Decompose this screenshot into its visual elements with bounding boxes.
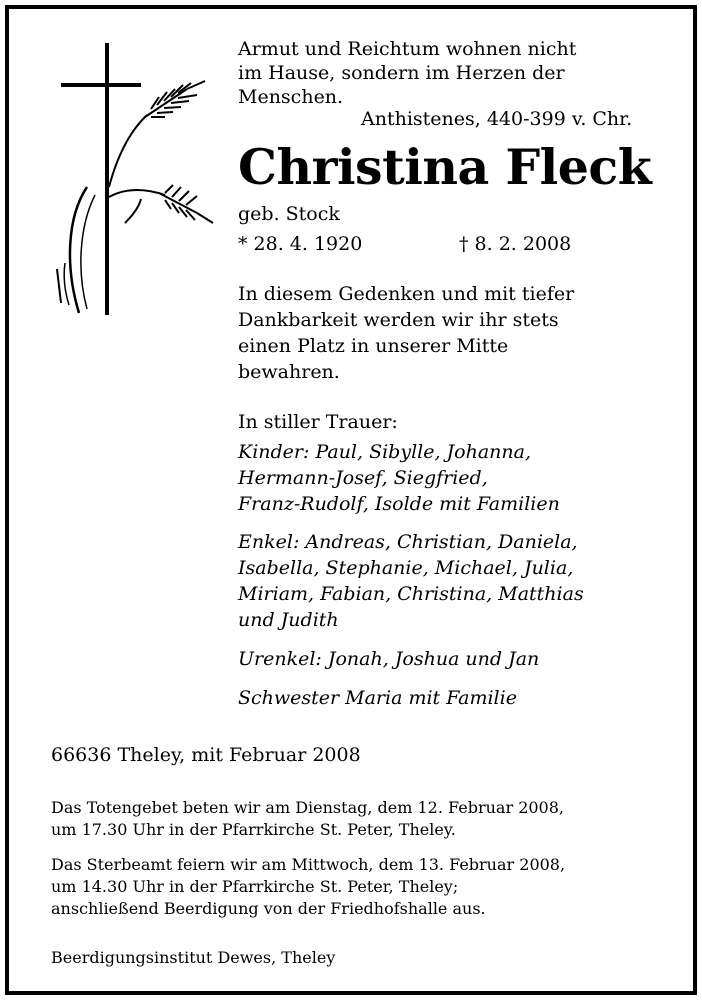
quote: [238, 37, 688, 109]
family-children: [238, 439, 688, 517]
family-line: Kinder: Paul, Sibylle, Johanna,: [238, 441, 532, 463]
family-sister: Schwester Maria mit Familie: [238, 687, 517, 709]
family-line: und Judith: [238, 609, 339, 631]
notice-line: Das Sterbeamt feiern wir am Mittwoch, dem 13. Februar 2008,: [51, 855, 566, 874]
family-great-grandchildren: Urenkel: Jonah, Joshua und Jan: [238, 648, 540, 670]
funeral-notice: [51, 854, 691, 920]
notice-line: Das Totengebet beten wir am Dienstag, dem 12. Februar 2008,: [51, 798, 564, 817]
cross-with-wheat-icon: [47, 37, 217, 322]
dedication-line: einen Platz in unserer Mitte: [238, 335, 509, 357]
quote-author: Anthistenes, 440-399 v. Chr.: [361, 108, 633, 130]
prayer-notice: [51, 797, 691, 841]
notice-line: anschließend Beerdigung von der Friedhofshalle aus.: [51, 899, 486, 918]
family-grandchildren: [238, 529, 688, 633]
dedication-line: bewahren.: [238, 361, 340, 383]
family-line: Miriam, Fabian, Christina, Matthias: [238, 583, 584, 605]
family-line: Enkel: Andreas, Christian, Daniela,: [238, 531, 578, 553]
death-date: † 8. 2. 2008: [459, 233, 572, 255]
mourning-intro: In stiller Trauer:: [238, 411, 398, 433]
family-line: Hermann-Josef, Siegfried,: [238, 467, 488, 489]
dedication-text: [238, 281, 678, 385]
family-line: Isabella, Stephanie, Michael, Julia,: [238, 557, 574, 579]
birth-date: * 28. 4. 1920: [238, 233, 363, 255]
obituary-frame: [5, 5, 697, 995]
maiden-name: geb. Stock: [238, 203, 340, 225]
quote-line: im Hause, sondern im Herzen der: [238, 62, 565, 84]
undertaker: Beerdigungsinstitut Dewes, Theley: [51, 948, 336, 967]
notice-line: um 17.30 Uhr in der Pfarrkirche St. Peter, Theley.: [51, 820, 456, 839]
place-date: 66636 Theley, mit Februar 2008: [51, 744, 361, 766]
family-line: Franz-Rudolf, Isolde mit Familien: [238, 493, 560, 515]
quote-line: Menschen.: [238, 86, 344, 108]
dedication-line: Dankbarkeit werden wir ihr stets: [238, 309, 559, 331]
quote-line: Armut und Reichtum wohnen nicht: [238, 38, 577, 60]
dedication-line: In diesem Gedenken und mit tiefer: [238, 283, 575, 305]
notice-line: um 14.30 Uhr in der Pfarrkirche St. Peter, Theley;: [51, 877, 459, 896]
deceased-name: Christina Fleck: [238, 138, 652, 196]
